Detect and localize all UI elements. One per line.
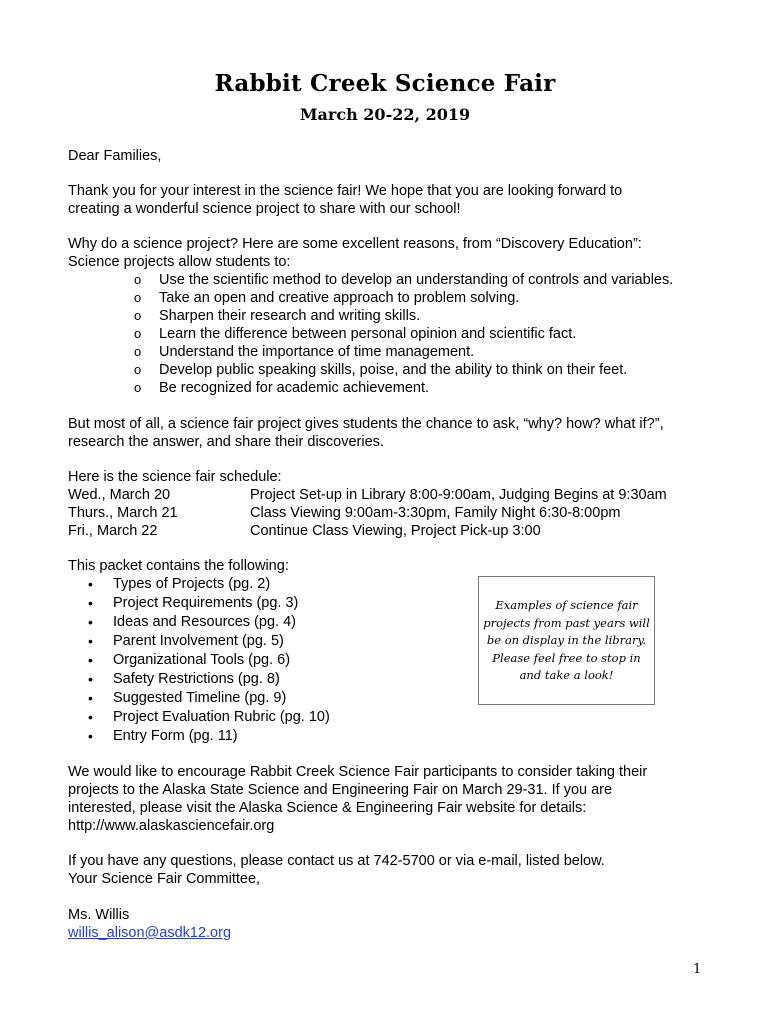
bullet-icon: •: [88, 576, 93, 592]
document-dates: March 20-22, 2019: [299, 105, 471, 124]
bullet-icon: •: [88, 614, 93, 630]
list-item: Understand the importance of time management.: [159, 344, 475, 360]
list-item: Organizational Tools (pg. 6): [113, 652, 291, 668]
why-line-2: Science projects allow students to:: [68, 254, 291, 270]
bullet-icon: •: [88, 633, 93, 649]
schedule-day: Fri., March 22: [68, 523, 158, 539]
list-item: Develop public speaking skills, poise, and the ability to think on their feet.: [159, 362, 628, 378]
circle-bullet-icon: o: [134, 326, 142, 341]
list-item: Learn the difference between personal opinion and scientific fact.: [159, 326, 577, 342]
list-item: Safety Restrictions (pg. 8): [113, 671, 280, 687]
packet-intro: This packet contains the following:: [68, 558, 289, 574]
bullet-icon: •: [88, 595, 93, 611]
note-line: be on display in the library.: [486, 633, 647, 647]
note-line: projects from past years will: [483, 615, 650, 630]
circle-bullet-icon: o: [134, 308, 142, 323]
list-item: Entry Form (pg. 11): [113, 728, 238, 744]
circle-bullet-icon: o: [134, 290, 142, 305]
bullet-icon: •: [88, 709, 93, 725]
signature-name: Ms. Willis: [68, 907, 130, 923]
schedule-intro: Here is the science fair schedule:: [68, 469, 282, 485]
email-link[interactable]: willis_alison@asdk12.org: [68, 925, 232, 941]
schedule-day: Thurs., March 21: [68, 505, 178, 521]
list-item: Project Requirements (pg. 3): [113, 595, 299, 611]
note-line: and take a look!: [519, 668, 614, 682]
committee-line: Your Science Fair Committee,: [68, 871, 261, 887]
state-fair-line-3: interested, please visit the Alaska Science & Engineering Fair website for details:: [68, 800, 587, 816]
list-item: Types of Projects (pg. 2): [113, 576, 271, 592]
circle-bullet-icon: o: [134, 272, 142, 287]
most-of-all-line-2: research the answer, and share their discoveries.: [68, 434, 384, 450]
questions-line: If you have any questions, please contact us at 742-5700 or via e-mail, listed below.: [68, 853, 605, 869]
state-fair-line-1: We would like to encourage Rabbit Creek Science Fair participants to consider taking their: [68, 764, 648, 780]
schedule-event: Continue Class Viewing, Project Pick-up 3:00: [250, 523, 541, 539]
page-number: 1: [693, 962, 702, 977]
list-item: Suggested Timeline (pg. 9): [113, 690, 287, 706]
why-line-1: Why do a science project? Here are some excellent reasons, from “Discovery Education”:: [68, 236, 642, 252]
circle-bullet-icon: o: [134, 362, 142, 377]
schedule-event: Project Set-up in Library 8:00-9:00am, Judging Begins at 9:30am: [250, 487, 667, 503]
schedule-day: Wed., March 20: [68, 487, 171, 503]
state-fair-url[interactable]: http://www.alaskasciencefair.org: [68, 818, 275, 834]
most-of-all-line-1: But most of all, a science fair project gives students the chance to ask, “why? how? what if?”,: [68, 416, 664, 432]
circle-bullet-icon: o: [134, 344, 142, 359]
bullet-icon: •: [88, 690, 93, 706]
list-item: Use the scientific method to develop an understanding of controls and variables.: [159, 272, 674, 288]
bullet-icon: •: [88, 728, 93, 744]
document-title: Rabbit Creek Science Fair: [214, 70, 556, 97]
intro-line-2: creating a wonderful science project to share with our school!: [68, 201, 461, 217]
list-item: Project Evaluation Rubric (pg. 10): [113, 709, 330, 725]
note-line: Examples of science fair: [495, 598, 638, 612]
note-line: Please feel free to stop in: [492, 650, 641, 665]
bullet-icon: •: [88, 652, 93, 668]
list-item: Sharpen their research and writing skills.: [159, 308, 421, 324]
schedule-event: Class Viewing 9:00am-3:30pm, Family Night 6:30-8:00pm: [250, 505, 621, 521]
circle-bullet-icon: o: [134, 380, 142, 395]
state-fair-line-2: projects to the Alaska State Science and Engineering Fair on March 29-31. If you are: [68, 782, 613, 798]
list-item: Ideas and Resources (pg. 4): [113, 614, 296, 630]
list-item: Take an open and creative approach to problem solving.: [159, 290, 520, 306]
list-item: Parent Involvement (pg. 5): [113, 633, 284, 649]
list-item: Be recognized for academic achievement.: [159, 380, 430, 396]
intro-line-1: Thank you for your interest in the science fair! We hope that you are looking forward to: [68, 183, 623, 199]
bullet-icon: •: [88, 671, 93, 687]
greeting: Dear Families,: [68, 148, 162, 164]
display-note-box: [478, 576, 655, 705]
display-note-text: [479, 597, 654, 685]
